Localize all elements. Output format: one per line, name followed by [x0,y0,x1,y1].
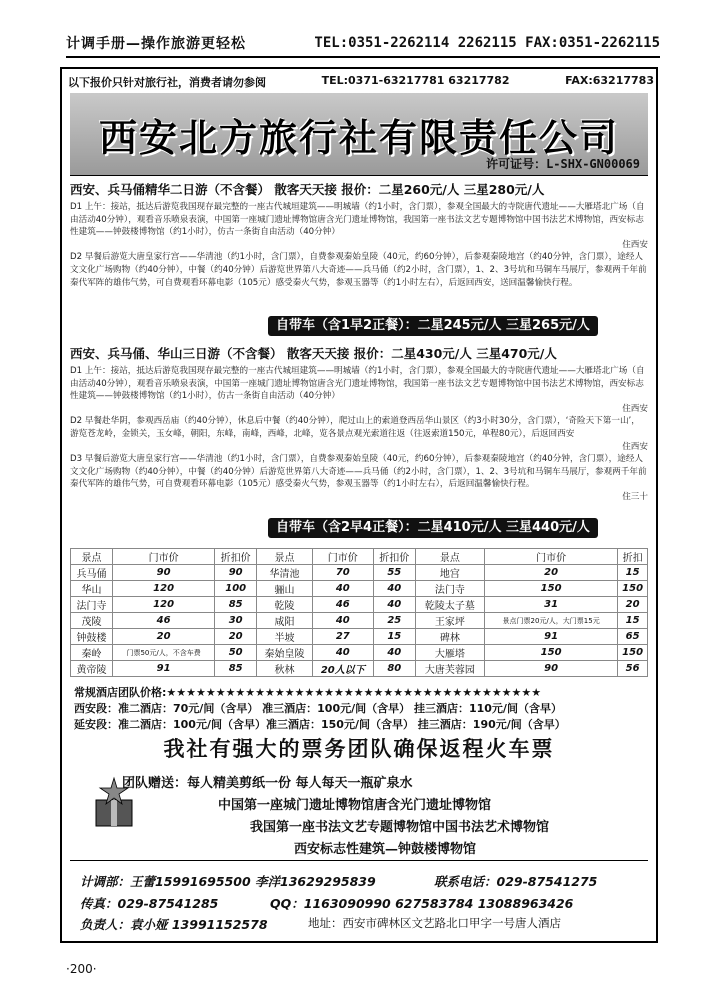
table-cell: 王家坪 [415,613,484,629]
tour-three-day [70,344,648,504]
header-slogan: 计调手册—操作旅游更轻松 [66,36,246,52]
tour2-day2-stay: 住西安 [622,441,648,452]
table-header-cell: 门市价 [312,549,373,565]
hotel-yanan-prices: 延安段：准二酒店：100元/间（含早）准三酒店：150元/间（含早） 挂三酒店：190元/间（含早） [74,718,566,731]
table-cell: 乾陵太子墓 [415,597,484,613]
company-title: 西安北方旅行社有限责任公司 [98,115,619,160]
header-tel: TEL:0351-2262114 2262115 FAX:0351-2262115 [314,35,660,51]
page-number: ·200· [66,962,97,976]
table-cell: 法门寺 [71,597,113,613]
table-cell: 90 [485,661,618,677]
table-cell: 91 [485,629,618,645]
notice-text: 以下报价只针对旅行社，消费者请勿参阅 [68,76,266,89]
tour2-day1: D1 上午：接站，抵达后游览我国现存最完整的一座古代城垣建筑——明城墙（约1小时，含门票），参观全国最大的寺院唐代遗址——大雁塔北广场（自由活动40分钟），观看音乐喷泉表演，中国第一座城门遗址博物馆唐含光门遗址博物馆，我国第一座书法文艺专题博物馆中国书法艺术博物馆，西安标志性建筑——钟鼓楼博物馆（约1小时），仿古一条街自由活动（40分钟） [70,366,645,402]
table-cell: 茂陵 [71,613,113,629]
table-cell: 地宫 [415,565,484,581]
contact-qq [270,894,573,912]
contact-address: 地址：西安市碑林区文艺路北口甲字一号唐人酒店 [308,916,561,930]
table-cell: 秦岭 [71,645,113,661]
table-cell: 15 [618,613,648,629]
gift-promo: 团队赠送：每人精美剪纸一份 每人每天一瓶矿泉水 [122,776,413,791]
table-cell: 40 [312,645,373,661]
contact-divider [70,860,648,861]
table-cell: 华清池 [257,565,313,581]
ticket-price-table [70,548,648,677]
tour-two-day [70,180,648,289]
table-cell: 30 [215,613,257,629]
table-cell: 120 [113,581,215,597]
table-cell: 40 [312,581,373,597]
promo-line-2: 我国第一座书法文艺专题博物馆中国书法艺术博物馆 [250,820,550,835]
table-cell: 骊山 [257,581,313,597]
table-cell: 40 [312,613,373,629]
notice-tel: TEL:0371-63217781 63217782 [321,74,510,87]
tour2-day2: D2 早餐赴华阴，参观西岳庙（约40分钟），休息后中餐（约40分钟），爬过山上的索道登西岳华山景区（约3小时30分，含门票），‘奇险天下第一山’，游览苍龙岭，金锁关，玉女峰，朝阳，东峰，南峰，西峰，北峰，览各景点观光索道往返（往返索道150元，单程80元），后返回西安 [70,416,640,439]
table-cell: 90 [113,565,215,581]
contact-dispatch: 计调部：王蕾15991695500 李洋13629295839 [80,874,376,889]
table-cell: 150 [485,581,618,597]
table-cell: 65 [618,629,648,645]
promo-line-1: 中国第一座城门遗址博物馆唐含光门遗址博物馆 [218,798,492,813]
table-cell: 40 [373,597,415,613]
table-cell: 黄帝陵 [71,661,113,677]
top-header [66,32,660,54]
tour1-heading: 西安、兵马俑精华二日游（不含餐） 散客天天接 报价：二星260元/人 三星280元/人 [70,182,545,197]
table-cell: 20 [618,597,648,613]
contact-phone [434,872,597,890]
table-cell: 25 [373,613,415,629]
table-cell: 大雁塔 [415,645,484,661]
promo-line-3: 西安标志性建筑—钟鼓楼博物馆 [294,842,477,857]
contact-qq-text: QQ：1163090990 627583784 13088963426 [270,896,574,911]
table-cell: 20人以下 [312,661,373,677]
table-cell: 钟鼓楼 [71,629,113,645]
table-header-cell: 折扣价 [215,549,257,565]
table-cell: 大唐芙蓉园 [415,661,484,677]
tour1-day2: D2 早餐后游览大唐皇家行宫——华清池（约1小时，含门票），自费参观秦始皇陵（40元，约60分钟），后参观秦陵地宫（约40分钟，含门票），途经人文文化广场购物（约40分钟），中餐（约40分钟）后游览世界第八大奇迹——兵马俑（约2小时，含门票），1、2、3号坑和马铜车马展厅，参观两千年前秦代军阵的雄伟气势，可自费观看环幕电影（105元）感受秦火气势，参观玉器等（约1小时左右），后返回西安，送回温馨愉快行程。 [70,252,647,288]
table-cell: 46 [312,597,373,613]
table-row [71,565,648,581]
table-row [71,581,648,597]
hotel-xian-prices: 西安段：准二酒店：70元/间（含早） 准三酒店：100元/间（含早） 挂三酒店：110元/间（含早） [74,702,562,715]
table-cell: 120 [113,597,215,613]
contact-fax: 传真：029-87541285 [80,896,219,911]
tour2-day3: D3 早餐后游览大唐皇家行宫——华清池（约1小时，含门票），自费参观秦始皇陵（40元，约60分钟），后参观秦陵地宫（约40分钟，含门票），途经人文文化广场购物（约40分钟），中餐（约40分钟）后游览世界第八大奇迹——兵马俑（约2小时，含门票），1、2、3号坑和马铜车马展厅，参观两千年前秦代军阵的雄伟气势，可自费观看环幕电影（105元）感受秦火气势，参观玉器等（约1小时左右），后返回温馨愉快行程。 [70,454,647,490]
table-cell: 秦始皇陵 [257,645,313,661]
table-cell: 华山 [71,581,113,597]
license-number: 许可证号：L-SHX-GN00069 [486,157,640,171]
table-cell: 15 [373,629,415,645]
table-header-cell: 景点 [71,549,113,565]
contact-manager: 负责人：袁小娅 13991152578 [80,917,268,932]
contact-row-3 [80,915,268,933]
table-cell: 55 [373,565,415,581]
contact-row-2 [80,894,218,912]
tour1-price-bar: 自带车（含1早2正餐）：二星245元/人 三星265元/人 [268,316,598,336]
table-cell: 半坡 [257,629,313,645]
table-cell: 100 [215,581,257,597]
table-cell: 法门寺 [415,581,484,597]
table-cell: 20 [113,629,215,645]
table-cell: 秋林 [257,661,313,677]
table-cell: 150 [485,645,618,661]
header-divider [66,56,660,58]
table-cell: 乾陵 [257,597,313,613]
tour2-heading: 西安、兵马俑、华山三日游（不含餐） 散客天天接 报价：二星430元/人 三星470元/人 [70,346,557,361]
table-row [71,597,648,613]
table-cell: 90 [215,565,257,581]
contact-phone-text: 联系电话：029-87541275 [434,874,598,889]
table-cell: 56 [618,661,648,677]
table-row [71,661,648,677]
contact-row-1 [80,872,376,890]
table-cell: 40 [373,581,415,597]
table-cell: 80 [373,661,415,677]
table-cell: 46 [113,613,215,629]
table-header-cell: 门市价 [113,549,215,565]
table-cell: 70 [312,565,373,581]
tour2-day3-stay: 住三十 [622,491,648,502]
table-cell: 85 [215,661,257,677]
table-cell: 40 [373,645,415,661]
notice-bar [68,74,654,92]
table-cell: 85 [215,597,257,613]
table-cell: 27 [312,629,373,645]
table-header-cell: 景点 [415,549,484,565]
ticket-slogan: 我社有强大的票务团队确保返程火车票 [163,736,555,761]
table-cell: 150 [618,645,648,661]
table-cell: 31 [485,597,618,613]
hotel-price-title: 常规酒店团队价格:★★★★★★★★★★★★★★★★★★★★★★★★★★★★★★★★★★★★★★ [74,686,542,699]
table-header-row [71,549,648,565]
table-header-cell: 折扣 [618,549,648,565]
table-row [71,629,648,645]
table-cell: 20 [485,565,618,581]
table-header-cell: 门市价 [485,549,618,565]
tour2-day1-stay: 住西安 [622,403,648,414]
table-cell: 门票50元/人，不含车费 [113,645,215,661]
table-cell: 碑林 [415,629,484,645]
table-header-cell: 折扣价 [373,549,415,565]
company-banner [70,93,648,176]
table-row [71,645,648,661]
notice-fax: FAX:63217783 [565,74,654,87]
table-cell: 91 [113,661,215,677]
tour1-day1-stay: 住西安 [622,239,648,250]
table-cell: 景点门票20元/人，大门票15元 [485,613,618,629]
tour1-day1: D1 上午：接站，抵达后游览我国现存最完整的一座古代城垣建筑——明城墙（约1小时，含门票），参观全国最大的寺院唐代遗址——大雁塔北广场（自由活动40分钟），观看音乐喷泉表演，中国第一座城门遗址博物馆唐含光门遗址博物馆，我国第一座书法文艺专题博物馆中国书法艺术博物馆，西安标志性建筑——钟鼓楼博物馆（约1小时），仿古一条街自由活动（40分钟） [70,202,645,238]
table-cell: 50 [215,645,257,661]
table-cell: 20 [215,629,257,645]
tour2-price-bar: 自带车（含2早4正餐）：二星410元/人 三星440元/人 [268,518,598,538]
table-cell: 咸阳 [257,613,313,629]
table-header-cell: 景点 [257,549,313,565]
table-cell: 150 [618,581,648,597]
table-row [71,613,648,629]
table-cell: 兵马俑 [71,565,113,581]
table-cell: 15 [618,565,648,581]
